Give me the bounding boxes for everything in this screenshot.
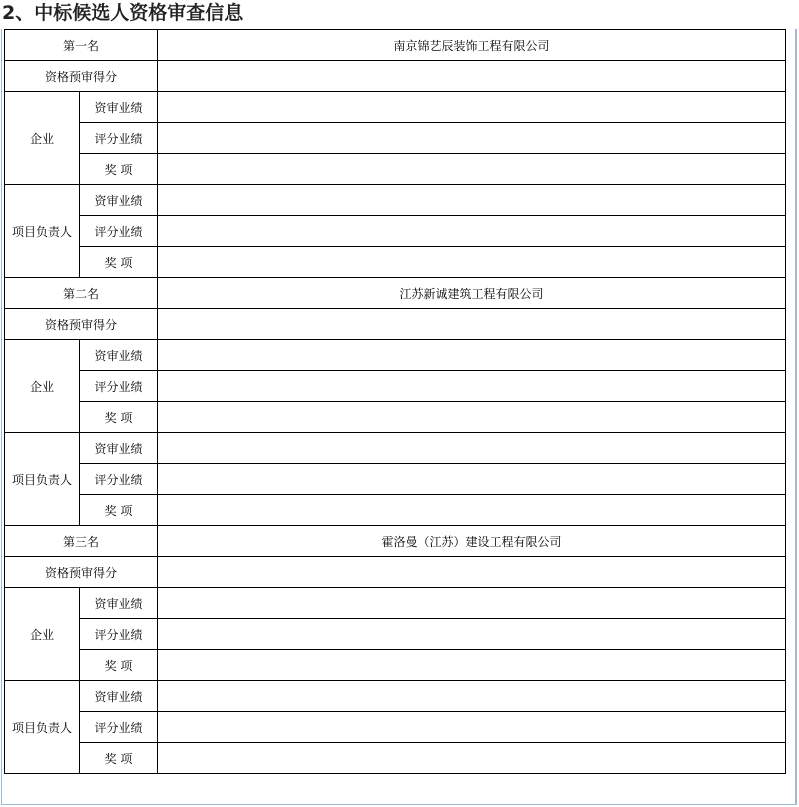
review-performance-label: 资审业绩 bbox=[80, 433, 158, 464]
enterprise-awards-row bbox=[5, 154, 786, 185]
awards-label: 奖 项 bbox=[80, 402, 158, 433]
enterprise-scoring-value bbox=[158, 619, 786, 650]
qualification-score-label: 资格预审得分 bbox=[5, 557, 158, 588]
manager-review-row bbox=[5, 433, 786, 464]
project-manager-label: 项目负责人 bbox=[5, 185, 80, 278]
scoring-performance-label: 评分业绩 bbox=[80, 464, 158, 495]
enterprise-scoring-value bbox=[158, 123, 786, 154]
awards-label: 奖 项 bbox=[80, 650, 158, 681]
awards-label: 奖 项 bbox=[80, 247, 158, 278]
enterprise-awards-value bbox=[158, 154, 786, 185]
project-manager-label: 项目负责人 bbox=[5, 433, 80, 526]
candidate-company: 江苏新诚建筑工程有限公司 bbox=[158, 278, 786, 309]
enterprise-label: 企业 bbox=[5, 92, 80, 185]
qualification-score-label: 资格预审得分 bbox=[5, 309, 158, 340]
enterprise-review-row bbox=[5, 340, 786, 371]
enterprise-awards-row bbox=[5, 650, 786, 681]
candidate-2-header-row bbox=[5, 278, 786, 309]
review-performance-label: 资审业绩 bbox=[80, 681, 158, 712]
enterprise-review-value bbox=[158, 340, 786, 371]
manager-review-row bbox=[5, 681, 786, 712]
candidate-rank: 第一名 bbox=[5, 30, 158, 61]
scoring-performance-label: 评分业绩 bbox=[80, 619, 158, 650]
enterprise-review-row bbox=[5, 588, 786, 619]
scoring-performance-label: 评分业绩 bbox=[80, 371, 158, 402]
qualification-score-value bbox=[158, 309, 786, 340]
enterprise-awards-row bbox=[5, 402, 786, 433]
scoring-performance-label: 评分业绩 bbox=[80, 712, 158, 743]
manager-review-row bbox=[5, 185, 786, 216]
enterprise-label: 企业 bbox=[5, 588, 80, 681]
manager-awards-row bbox=[5, 743, 786, 774]
manager-scoring-row bbox=[5, 464, 786, 495]
qualification-score-label: 资格预审得分 bbox=[5, 61, 158, 92]
manager-awards-value bbox=[158, 247, 786, 278]
enterprise-review-value bbox=[158, 588, 786, 619]
awards-label: 奖 项 bbox=[80, 495, 158, 526]
enterprise-scoring-value bbox=[158, 371, 786, 402]
candidate-company: 南京锦艺辰装饰工程有限公司 bbox=[158, 30, 786, 61]
qualification-score-value bbox=[158, 61, 786, 92]
qualification-score-row bbox=[5, 61, 786, 92]
manager-scoring-value bbox=[158, 464, 786, 495]
scoring-performance-label: 评分业绩 bbox=[80, 216, 158, 247]
candidate-rank: 第三名 bbox=[5, 526, 158, 557]
page-title: 2、中标候选人资格审查信息 bbox=[2, 2, 244, 24]
qualification-score-value bbox=[158, 557, 786, 588]
enterprise-scoring-row bbox=[5, 123, 786, 154]
manager-review-value bbox=[158, 681, 786, 712]
review-performance-label: 资审业绩 bbox=[80, 588, 158, 619]
enterprise-review-row bbox=[5, 92, 786, 123]
candidate-rank: 第二名 bbox=[5, 278, 158, 309]
review-performance-label: 资审业绩 bbox=[80, 340, 158, 371]
qualification-score-row bbox=[5, 309, 786, 340]
manager-scoring-row bbox=[5, 712, 786, 743]
enterprise-label: 企业 bbox=[5, 340, 80, 433]
awards-label: 奖 项 bbox=[80, 743, 158, 774]
enterprise-scoring-row bbox=[5, 371, 786, 402]
manager-awards-row bbox=[5, 495, 786, 526]
enterprise-scoring-row bbox=[5, 619, 786, 650]
candidate-3-header-row bbox=[5, 526, 786, 557]
candidate-1-header-row bbox=[5, 30, 786, 61]
manager-scoring-row bbox=[5, 216, 786, 247]
enterprise-awards-value bbox=[158, 650, 786, 681]
enterprise-awards-value bbox=[158, 402, 786, 433]
review-performance-label: 资审业绩 bbox=[80, 92, 158, 123]
manager-awards-value bbox=[158, 743, 786, 774]
qualification-score-row bbox=[5, 557, 786, 588]
manager-scoring-value bbox=[158, 712, 786, 743]
scoring-performance-label: 评分业绩 bbox=[80, 123, 158, 154]
manager-review-value bbox=[158, 185, 786, 216]
candidate-qualification-table bbox=[4, 29, 786, 774]
manager-scoring-value bbox=[158, 216, 786, 247]
review-performance-label: 资审业绩 bbox=[80, 185, 158, 216]
awards-label: 奖 项 bbox=[80, 154, 158, 185]
manager-review-value bbox=[158, 433, 786, 464]
manager-awards-value bbox=[158, 495, 786, 526]
project-manager-label: 项目负责人 bbox=[5, 681, 80, 774]
manager-awards-row bbox=[5, 247, 786, 278]
enterprise-review-value bbox=[158, 92, 786, 123]
candidate-company: 霍洛曼（江苏）建设工程有限公司 bbox=[158, 526, 786, 557]
